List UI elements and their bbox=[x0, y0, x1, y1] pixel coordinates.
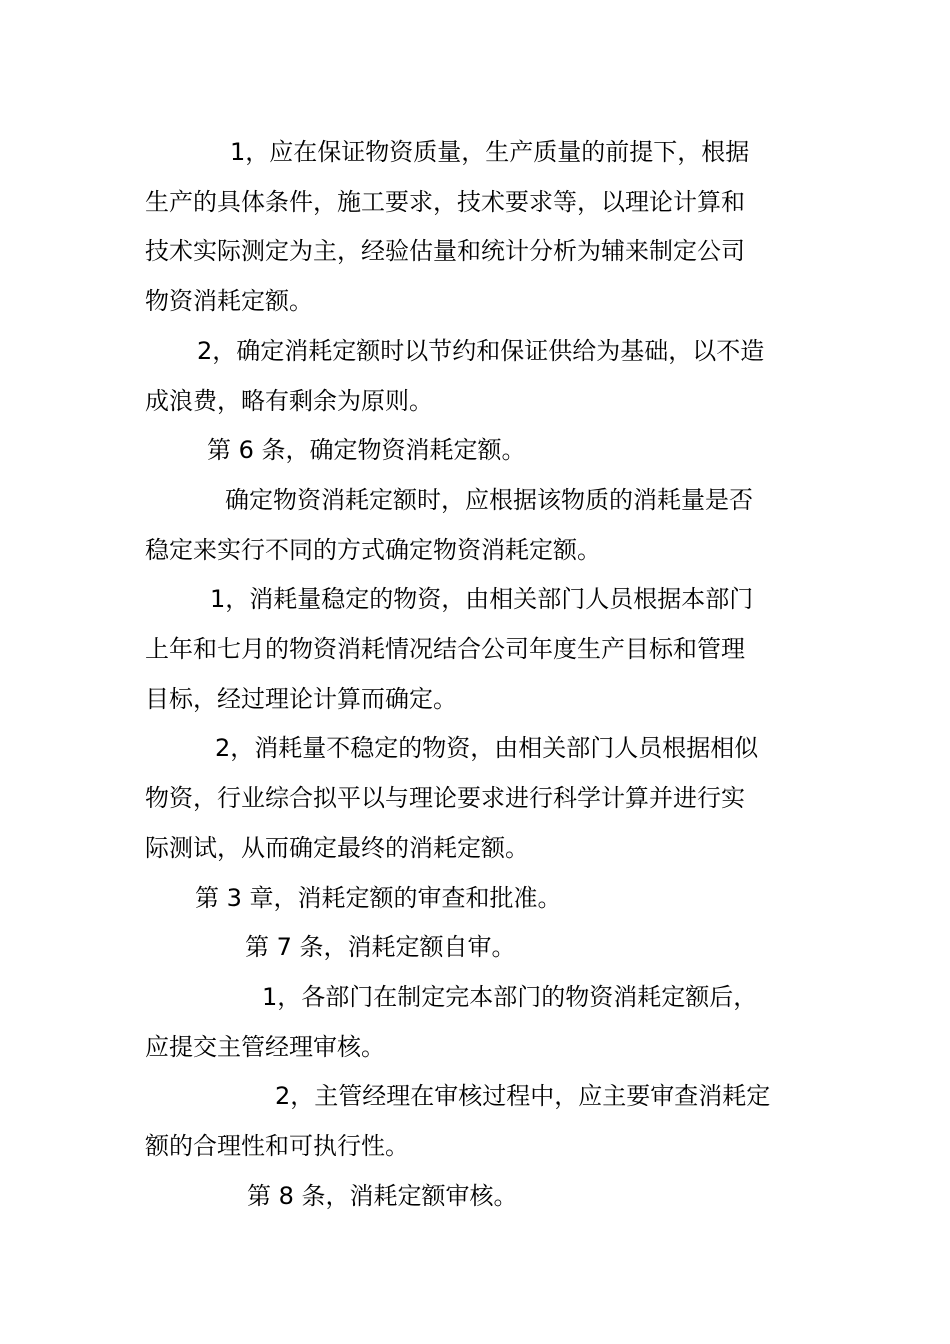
text-line: 第 6 条，确定物资消耗定额。 bbox=[207, 436, 526, 465]
text-line: 生产的具体条件，施工要求，技术要求等，以理论计算和 bbox=[145, 187, 745, 216]
text-line: 成浪费，略有剩余为原则。 bbox=[145, 386, 433, 415]
paragraph-3 bbox=[145, 476, 815, 575]
article-8-heading bbox=[145, 1172, 815, 1222]
text-line: 2，主管经理在审核过程中，应主要审查消耗定 bbox=[275, 1082, 771, 1111]
text-line: 确定物资消耗定额时，应根据该物质的消耗量是否 bbox=[225, 485, 753, 514]
text-line: 物资消耗定额。 bbox=[145, 287, 313, 316]
text-line: 第 3 章，消耗定额的审查和批准。 bbox=[195, 883, 562, 912]
text-line: 1，消耗量稳定的物资，由相关部门人员根据本部门 bbox=[210, 585, 754, 614]
text-line: 稳定来实行不同的方式确定物资消耗定额。 bbox=[145, 535, 601, 564]
article-6-heading bbox=[145, 426, 815, 476]
text-line: 第 8 条，消耗定额审核。 bbox=[247, 1181, 518, 1210]
text-line: 1，应在保证物资质量，生产质量的前提下，根据 bbox=[230, 138, 750, 166]
chapter-3-heading bbox=[145, 874, 815, 924]
text-line: 上年和七月的物资消耗情况结合公司年度生产目标和管理 bbox=[145, 635, 745, 664]
article-7-heading bbox=[145, 923, 815, 973]
text-line: 际测试，从而确定最终的消耗定额。 bbox=[145, 833, 529, 862]
text-line: 应提交主管经理审核。 bbox=[145, 1032, 385, 1061]
text-line: 2，确定消耗定额时以节约和保证供给为基础，以不造 bbox=[197, 336, 765, 365]
paragraph-1 bbox=[145, 128, 815, 327]
text-line: 1，各部门在制定完本部门的物资消耗定额后， bbox=[262, 982, 758, 1011]
paragraph-4 bbox=[145, 575, 815, 724]
paragraph-2 bbox=[145, 327, 815, 426]
text-line: 第 7 条，消耗定额自审。 bbox=[245, 933, 516, 962]
paragraph-6 bbox=[145, 973, 815, 1072]
text-line: 目标，经过理论计算而确定。 bbox=[145, 684, 457, 713]
document-body bbox=[145, 128, 815, 1221]
paragraph-5 bbox=[145, 724, 815, 873]
text-line: 2，消耗量不稳定的物资，由相关部门人员根据相似 bbox=[215, 734, 759, 763]
text-line: 额的合理性和可执行性。 bbox=[145, 1132, 409, 1161]
paragraph-7 bbox=[145, 1072, 815, 1171]
text-line: 技术实际测定为主，经验估量和统计分析为辅来制定公司 bbox=[145, 237, 745, 266]
text-line: 物资，行业综合拟平以与理论要求进行科学计算并进行实 bbox=[145, 784, 745, 813]
